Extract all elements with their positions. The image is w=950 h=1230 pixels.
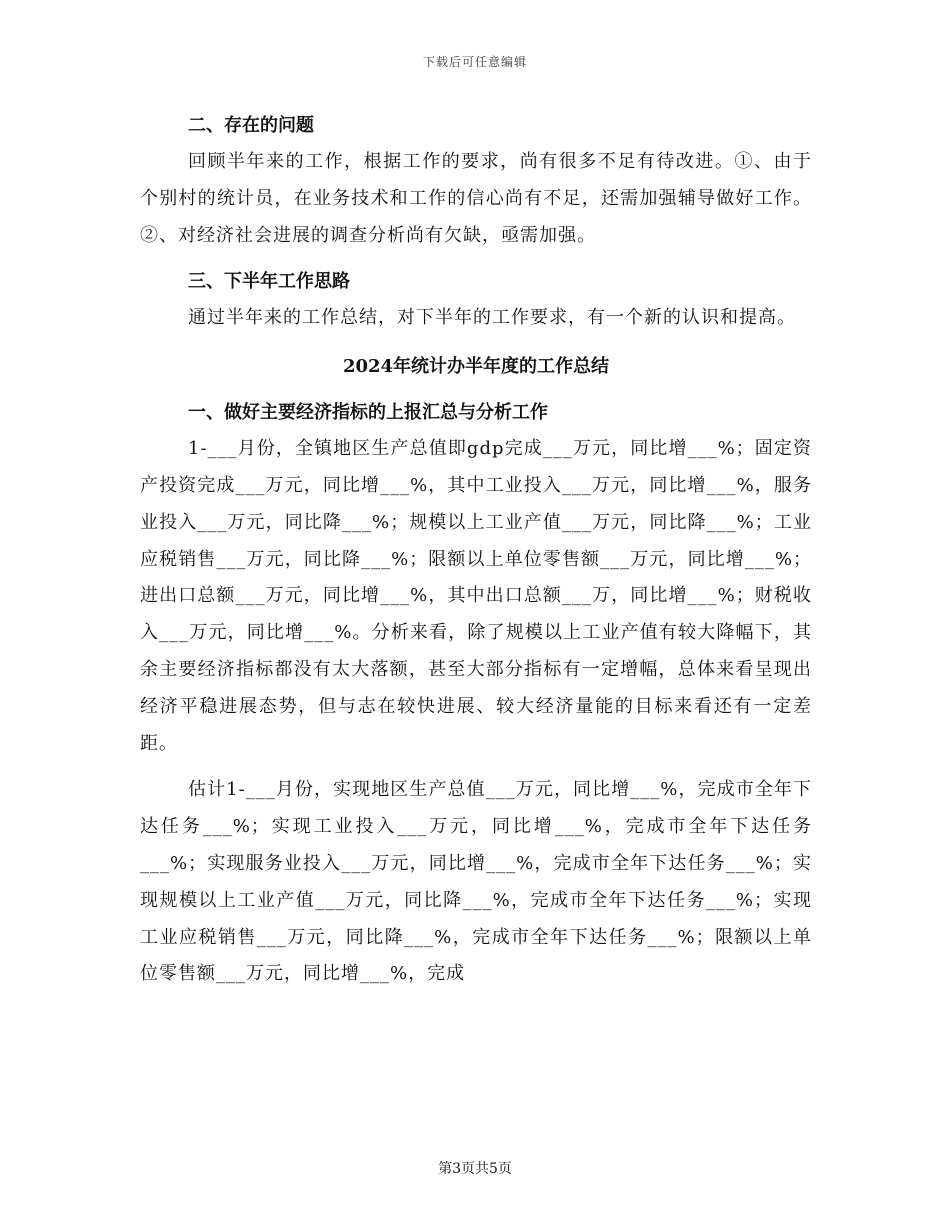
section-heading-plan: 三、下半年工作思路 xyxy=(188,271,350,293)
paragraph-indicators-1: 1-___月份，全镇地区生产总值即gdp完成___万元，同比增___%；固定资产投资完成___万元，同比增___%，其中工业投入___万元，同比增___%，服务业投入___万元，同比降___%；规模以上工业产值___万元，同比降___%；工业应税销售___万元，同比降___%；限额以上单位零售额___万元，同比增___%；进出口总额___万元，同比增___%，其中出口总额___万，同比增___%；财税收入___万元，同比增___%。分析来看，除了规模以上工业产值有较大降幅下，其余主要经济指标都没有太大落额，甚至大部分指标有一定增幅，总体来看呈现出经济平稳进展态势，但与志在较快进展、较大经济量能的目标来看还有一定差距。 xyxy=(140,438,812,754)
paragraph-plan: 通过半年来的工作总结，对下半年的工作要求，有一个新的认识和提高。 xyxy=(188,307,796,329)
paragraph-indicators-2: 估计1-___月份，实现地区生产总值___万元，同比增___%，完成市全年下达任务___%；实现工业投入___万元，同比增___%，完成市全年下达任务___%；实现服务业投入___万元，同比增___%，完成市全年下达任务___%；实现规模以上工业产值___万元，同比降___%，完成市全年下达任务___%；实现工业应税销售___万元，同比降___%，完成市全年下达任务___%；限额以上单位零售额___万元，同比增___%，完成 xyxy=(140,779,812,985)
page-number: 第3页共5页 xyxy=(438,1161,512,1177)
section-heading-problems: 二、存在的问题 xyxy=(188,115,314,136)
document-body xyxy=(140,108,812,993)
paragraph-problems: 回顾半年来的工作，根据工作的要求，尚有很多不足有待改进。①、由于个别村的统计员，在业务技术和工作的信心尚有不足，还需加强辅导做好工作。②、对经济社会进展的调查分析尚有欠缺，亟需加强。 xyxy=(140,151,812,246)
document-title: 2024年统计办半年度的工作总结 xyxy=(342,356,610,378)
page-header-note: 下载后可任意编辑 xyxy=(422,55,527,69)
section-heading-indicators: 一、做好主要经济指标的上报汇总与分析工作 xyxy=(188,402,548,424)
